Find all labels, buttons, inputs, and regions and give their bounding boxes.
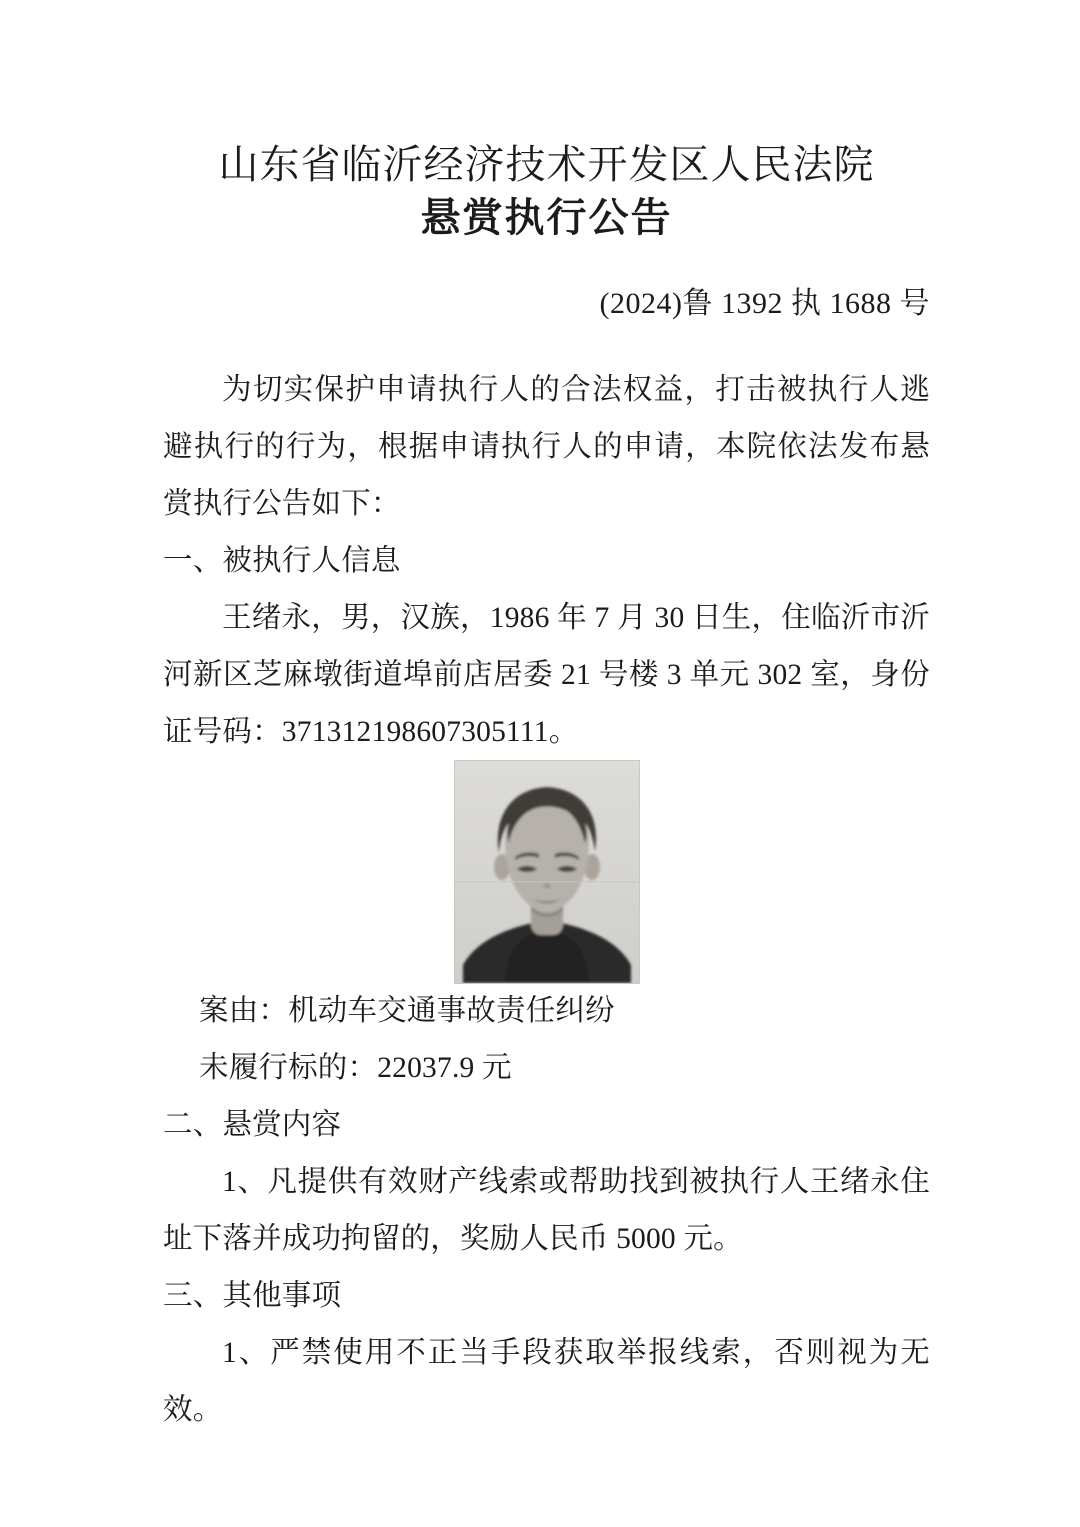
- section1-heading: 一、被执行人信息: [163, 545, 401, 577]
- notice-body: [163, 362, 930, 1439]
- section2-heading: 二、悬赏内容: [163, 1109, 342, 1141]
- intro-paragraph: 为切实保护申请执行人的合法权益，打击被执行人逃避执行的行为，根据申请执行人的申请，本院依法发布悬赏执行公告如下：: [163, 374, 930, 520]
- other-item: 1、严禁使用不正当手段获取举报线索，否则视为无效。: [163, 1337, 930, 1426]
- case-cause: 案由：机动车交通事故责任纠纷: [199, 995, 615, 1027]
- person-info-paragraph: 王绪永，男，汉族，1986 年 7 月 30 日生，住临沂市沂河新区芝麻墩街道埠前店居委 21 号楼 3 单元 302 室，身份证号码：371312198607305111。: [163, 602, 930, 748]
- debtor-photo: [455, 761, 639, 983]
- portrait-image: [455, 761, 639, 983]
- notice-title: 悬赏执行公告: [420, 196, 673, 240]
- court-name-title: 山东省临沂经济技术开发区人民法院: [218, 142, 875, 187]
- unfulfilled-amount: 未履行标的：22037.9 元: [199, 1052, 512, 1084]
- reward-item: 1、凡提供有效财产线索或帮助找到被执行人王绪永住址下落并成功拘留的，奖励人民币 5000 元。: [163, 1166, 930, 1255]
- section3-heading: 三、其他事项: [163, 1280, 342, 1312]
- case-number: (2024)鲁 1392 执 1688 号: [599, 287, 930, 320]
